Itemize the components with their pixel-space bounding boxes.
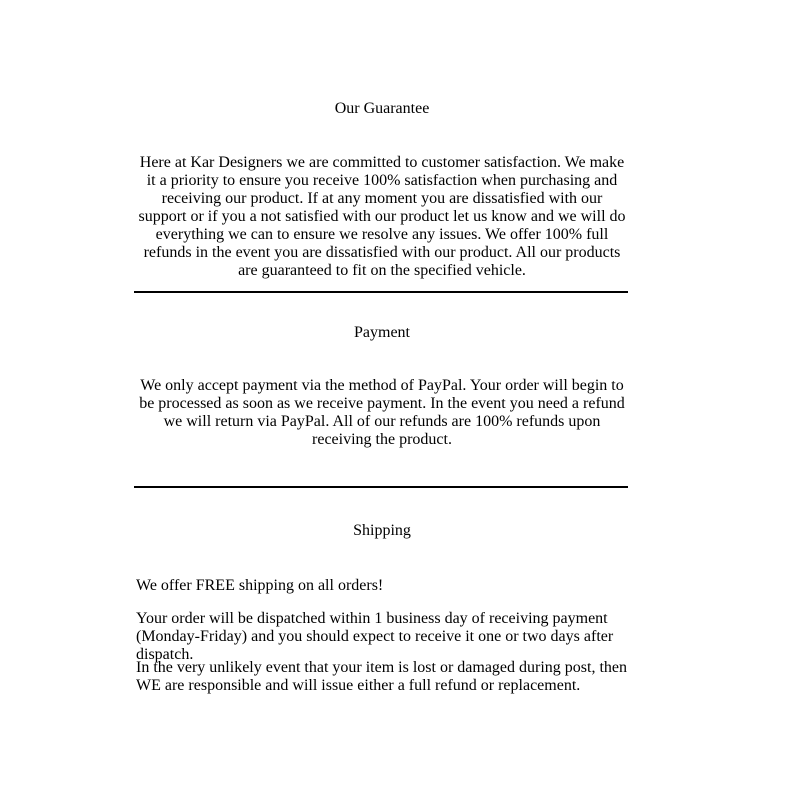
section-divider bbox=[134, 291, 628, 293]
section-divider bbox=[134, 486, 628, 488]
listing-description-document bbox=[136, 0, 628, 800]
shipping-section-title: Shipping bbox=[353, 522, 411, 539]
payment-paragraph: We only accept payment via the method of PayPal. Your order will begin to be processed as soon as we receive payment. In the event you need a refund we will return via PayPal. All of our refunds are 100% refunds upon receiving the product. bbox=[139, 377, 625, 448]
shipping-paragraph-lost-damaged: In the very unlikely event that your item is lost or damaged during post, then WE are responsible and will issue either a full refund or replacement. bbox=[136, 659, 628, 694]
guarantee-paragraph: Here at Kar Designers we are committed to customer satisfaction. We make it a priority to ensure you receive 100% satisfaction when purchasing and receiving our product. If at any moment you are dissatisfied with our support or if you a not satisfied with our product let us know and we will do everything we can to ensure we resolve any issues. We offer 100% full refunds in the event you are dissatisfied with our product. All our products are guaranteed to fit on the specified vehicle. bbox=[138, 154, 626, 279]
payment-section-title: Payment bbox=[354, 324, 410, 341]
shipping-paragraph-dispatch-time: Your order will be dispatched within 1 business day of receiving payment (Monday-Friday) and you should expect to receive it one or two days after dispatch. bbox=[136, 610, 614, 663]
guarantee-section-title: Our Guarantee bbox=[334, 100, 430, 117]
shipping-paragraph-free-shipping: We offer FREE shipping on all orders! bbox=[136, 577, 384, 594]
